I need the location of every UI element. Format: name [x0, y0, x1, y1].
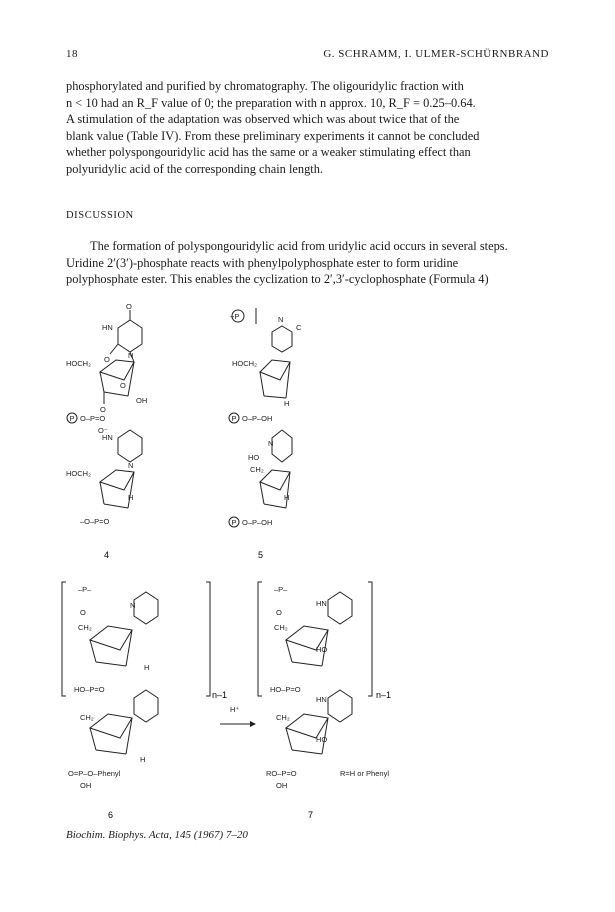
oxygen-label: O	[120, 381, 126, 390]
oxygen-label: O	[276, 608, 282, 617]
oh-label: OH	[80, 781, 92, 790]
reaction-arrow	[220, 705, 256, 727]
hn-label: HN	[102, 433, 113, 442]
oh-label: OH	[276, 781, 288, 790]
h-label: H	[284, 493, 290, 502]
hn-label: HN	[316, 599, 327, 608]
oxygen-label: O	[80, 608, 86, 617]
formula-4	[66, 302, 147, 560]
phosphorus-label: –P–	[274, 585, 288, 594]
oxygen-label: O	[104, 355, 110, 364]
formula-5	[229, 308, 302, 560]
ho-label: HO	[316, 645, 328, 654]
formula-6-label: 6	[108, 810, 114, 820]
phosphate-label: HO–P=O	[74, 685, 105, 694]
phosphorus-label: –P–	[78, 585, 92, 594]
paragraph-line: Uridine 2′(3′)-phosphate reacts with phenylpolyphosphate ester to form uridine	[66, 255, 459, 270]
o-minus-label: O⁻	[98, 426, 108, 435]
h-label: H	[128, 493, 134, 502]
paragraph-line: n < 10 had an R_F value of 0; the preparation with n approx. 10, R_F = 0.25–0.64.	[66, 95, 476, 110]
formula-7-label: 7	[308, 810, 314, 820]
paragraph-line: The formation of polyspongouridylic acid from uridylic acid occurs in several steps.	[90, 239, 508, 253]
hn-label: HN	[316, 695, 327, 704]
ho-label: HO	[248, 453, 260, 462]
journal-citation: Biochim. Biophys. Acta, 145 (1967) 7–20	[66, 829, 248, 841]
running-head: G. SCHRAMM, I. ULMER-SCHÜRNBRAND	[323, 48, 549, 60]
ch2-label: CH₂	[274, 623, 288, 632]
paragraph-line: polyuridylic acid of the corresponding chain length.	[66, 161, 324, 176]
cyclophosphate-label: –O–P=O	[80, 517, 110, 526]
oxygen-label: O	[100, 405, 106, 414]
phosphate-label: HO–P=O	[270, 685, 301, 694]
n-minus-1-label: n–1	[376, 690, 392, 700]
n-label: N	[128, 461, 134, 470]
paragraph-line: A stimulation of the adaptation was observed which was about twice that of the	[66, 112, 460, 127]
oxygen-label: O	[126, 302, 132, 311]
n-minus-1-label: n–1	[212, 690, 228, 700]
phosphate-circle: P	[231, 414, 237, 423]
formula-6	[62, 582, 227, 820]
h-label: H	[140, 755, 146, 764]
phosphate-circle: P	[69, 414, 75, 423]
ch2-label: CH₂	[78, 623, 92, 632]
phosphate-label: O–P–OH	[242, 518, 273, 527]
n-label: N	[128, 351, 134, 360]
paragraph-line: blank value (Table IV). From these preliminary experiments it cannot be concluded	[66, 128, 480, 143]
c-label: C	[296, 323, 302, 332]
section-heading: DISCUSSION	[66, 210, 134, 221]
plus-p-label: +P	[230, 312, 240, 321]
phosphate-circle: P	[231, 518, 237, 527]
paragraph-2	[66, 238, 550, 288]
formula-5-label: 5	[258, 550, 264, 560]
paragraph-line: whether polyspongouridylic acid has the same or a weaker stimulating effect than	[66, 145, 471, 160]
formula-4-label: 4	[104, 550, 110, 560]
n-label: N	[268, 439, 274, 448]
r-definition-label: R=H or Phenyl	[340, 769, 389, 778]
phenyl-ester-label: O=P–O–Phenyl	[68, 769, 121, 778]
h-label: H	[284, 399, 290, 408]
oh-label: OH	[136, 396, 148, 405]
ch2-label: CH₂	[250, 465, 264, 474]
chemical-formulas-figure	[60, 300, 450, 820]
ester-label: RO–P=O	[266, 769, 297, 778]
hoch2-label: HOCH₂	[232, 359, 257, 368]
phosphate-label: O–P–OH	[242, 414, 273, 423]
h-label: H	[144, 663, 150, 672]
h-plus-label: H⁺	[230, 705, 240, 714]
hoch2-label: HOCH₂	[66, 469, 91, 478]
n-label: N	[278, 315, 284, 324]
ch2-label: CH₂	[276, 713, 290, 722]
ch2-label: CH₂	[80, 713, 94, 722]
phosphate-label: O–P=O	[80, 414, 106, 423]
paragraph-line: polyphosphate ester. This enables the cyclization to 2′,3′-cyclophosphate (Formula 4)	[66, 272, 489, 287]
hoch2-label: HOCH₂	[66, 359, 91, 368]
hn-label: HN	[102, 323, 113, 332]
formula-7	[258, 582, 391, 820]
paragraph-1	[66, 78, 550, 178]
page-number: 18	[66, 48, 78, 60]
paragraph-line: phosphorylated and purified by chromatography. The oligouridylic fraction with	[66, 79, 464, 93]
n-label: N	[130, 601, 136, 610]
ho-label: HO	[316, 735, 328, 744]
